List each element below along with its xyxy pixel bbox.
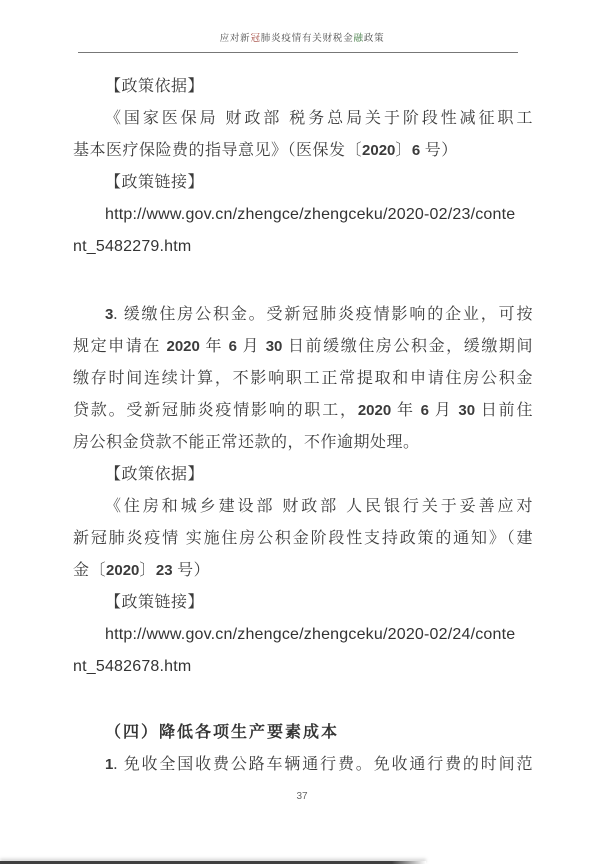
section-heading: （四）降低各项生产要素成本 [105,724,340,741]
header-text-suffix: 政策 [363,34,385,44]
header-rule [78,52,518,53]
text-line: 基本医疗保险费的指导意见》（医保发〔2020〕6 号） [73,142,458,159]
paragraph-line: 贷款。受新冠肺炎疫情影响的职工，2020 年 6 月 30 日前住 [73,402,533,419]
policy-link-url: http://www.gov.cn/zhengce/zhengceku/2020-02/24/conte [105,626,516,643]
paragraph-line: 房公积金贷款不能正常还款的，不作逾期处理。 [73,434,420,451]
running-header [0,30,604,44]
document-body [73,71,533,781]
paragraph-line: 规定申请在 2020 年 6 月 30 日前缓缴住房公积金，缓缴期间 [73,338,533,355]
policy-link-url-cont: nt_5482678.htm [73,658,192,675]
paragraph-line: 1. 免收全国收费公路车辆通行费。免收通行费的时间范 [105,756,533,773]
policy-link-label: 【政策链接】 [105,174,205,191]
paragraph-line: 3. 缓缴住房公积金。受新冠肺炎疫情影响的企业，可按 [105,306,533,323]
policy-link-url-cont: nt_5482279.htm [73,238,192,255]
header-char-red: 冠 [250,34,261,44]
header-text-middle: 肺炎疫情有关财税金 [260,34,354,44]
text-line: 《住房和城乡建设部 财政部 人民银行关于妥善应对 [105,498,533,515]
text-line: 新冠肺炎疫情 实施住房公积金阶段性支持政策的通知》（建 [73,530,533,547]
policy-link-url: http://www.gov.cn/zhengce/zhengceku/2020-02/23/conte [105,206,516,223]
header-text-prefix: 应对新 [219,34,251,44]
header-char-green: 融 [353,34,364,44]
policy-link-label: 【政策链接】 [105,594,205,611]
policy-basis-label: 【政策依据】 [105,466,205,483]
page-number: 37 [296,791,308,802]
paragraph-line: 缴存时间连续计算，不影响职工正常提取和申请住房公积金 [73,370,533,387]
text-line: 金〔2020〕23 号） [73,562,211,579]
policy-basis-label: 【政策依据】 [105,78,205,95]
text-line: 《国家医保局 财政部 税务总局关于阶段性减征职工 [105,110,533,127]
